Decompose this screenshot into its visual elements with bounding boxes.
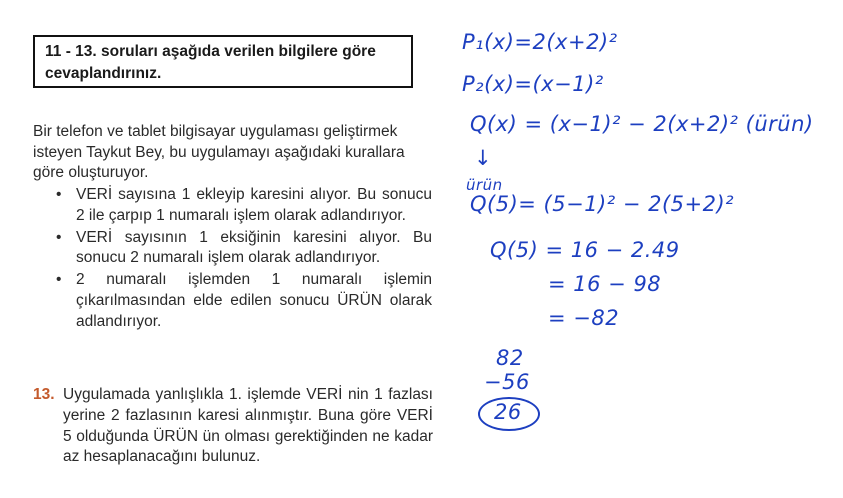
question-text: Uygulamada yanlışlıkla 1. işlemde VERİ nin 1 fazlası yerine 2 fazlasının karesi alınmıştır. Buna göre VERİ 5 olduğunda ÜRÜN ün olması gerektiğinden ne kadar az hesaplanacağını bulunuz.: [63, 386, 433, 466]
intro-paragraph: Bir telefon ve tablet bilgisayar uygulaması geliştirmek isteyen Taykut Bey, bu uygulamayı aşağıdaki kurallara göre oluşturuyor.: [33, 123, 405, 181]
section-header-box: [33, 35, 413, 88]
handwritten-p1: P₁(x)=2(x+2)²: [462, 30, 618, 54]
rule-text: VERİ sayısının 1 eksiğinin karesini alıyor. Bu sonucu 2 numaralı işlem olarak adlandırıyor.: [76, 228, 432, 267]
handwritten-q5-step: Q(5) = 16 − 2.49: [490, 238, 680, 262]
section-header-text: 11 - 13. soruları aşağıda verilen bilgilere göre cevaplandırınız.: [45, 43, 376, 82]
bullet-icon: •: [56, 186, 62, 203]
rule-text: VERİ sayısına 1 ekleyip karesini alıyor. Bu sonucu 2 ile çarpıp 1 numaralı işlem olarak adlandırıyor.: [76, 186, 432, 224]
rules-list: [52, 185, 432, 334]
handwritten-arrow: ↓: [474, 146, 493, 170]
handwritten-step2: = 16 − 98: [548, 272, 662, 296]
handwritten-q5: Q(5)= (5−1)² − 2(5+2)²: [470, 192, 735, 216]
question-13: [33, 385, 433, 468]
bullet-icon: •: [56, 228, 62, 246]
handwritten-p2: P₂(x)=(x−1)²: [462, 72, 604, 96]
handwritten-sub-mid: −56: [484, 370, 530, 394]
bullet-icon: •: [56, 271, 62, 289]
rule-item: [52, 270, 432, 332]
rule-item: [52, 228, 432, 270]
handwritten-result: = −82: [548, 306, 620, 330]
question-number: 13.: [33, 386, 55, 403]
rule-item: [52, 185, 432, 227]
handwritten-q-formula: Q(x) = (x−1)² − 2(x+2)² (ürün): [470, 112, 814, 136]
handwritten-sub-top: 82: [496, 346, 524, 370]
handwritten-answer: 26: [494, 400, 522, 424]
handwritten-urun-label: ürün: [466, 176, 503, 194]
rule-text: 2 numaralı işlemden 1 numaralı işlemin çıkarılmasından elde edilen sonucu ÜRÜN olarak adlandırıyor.: [76, 271, 432, 330]
